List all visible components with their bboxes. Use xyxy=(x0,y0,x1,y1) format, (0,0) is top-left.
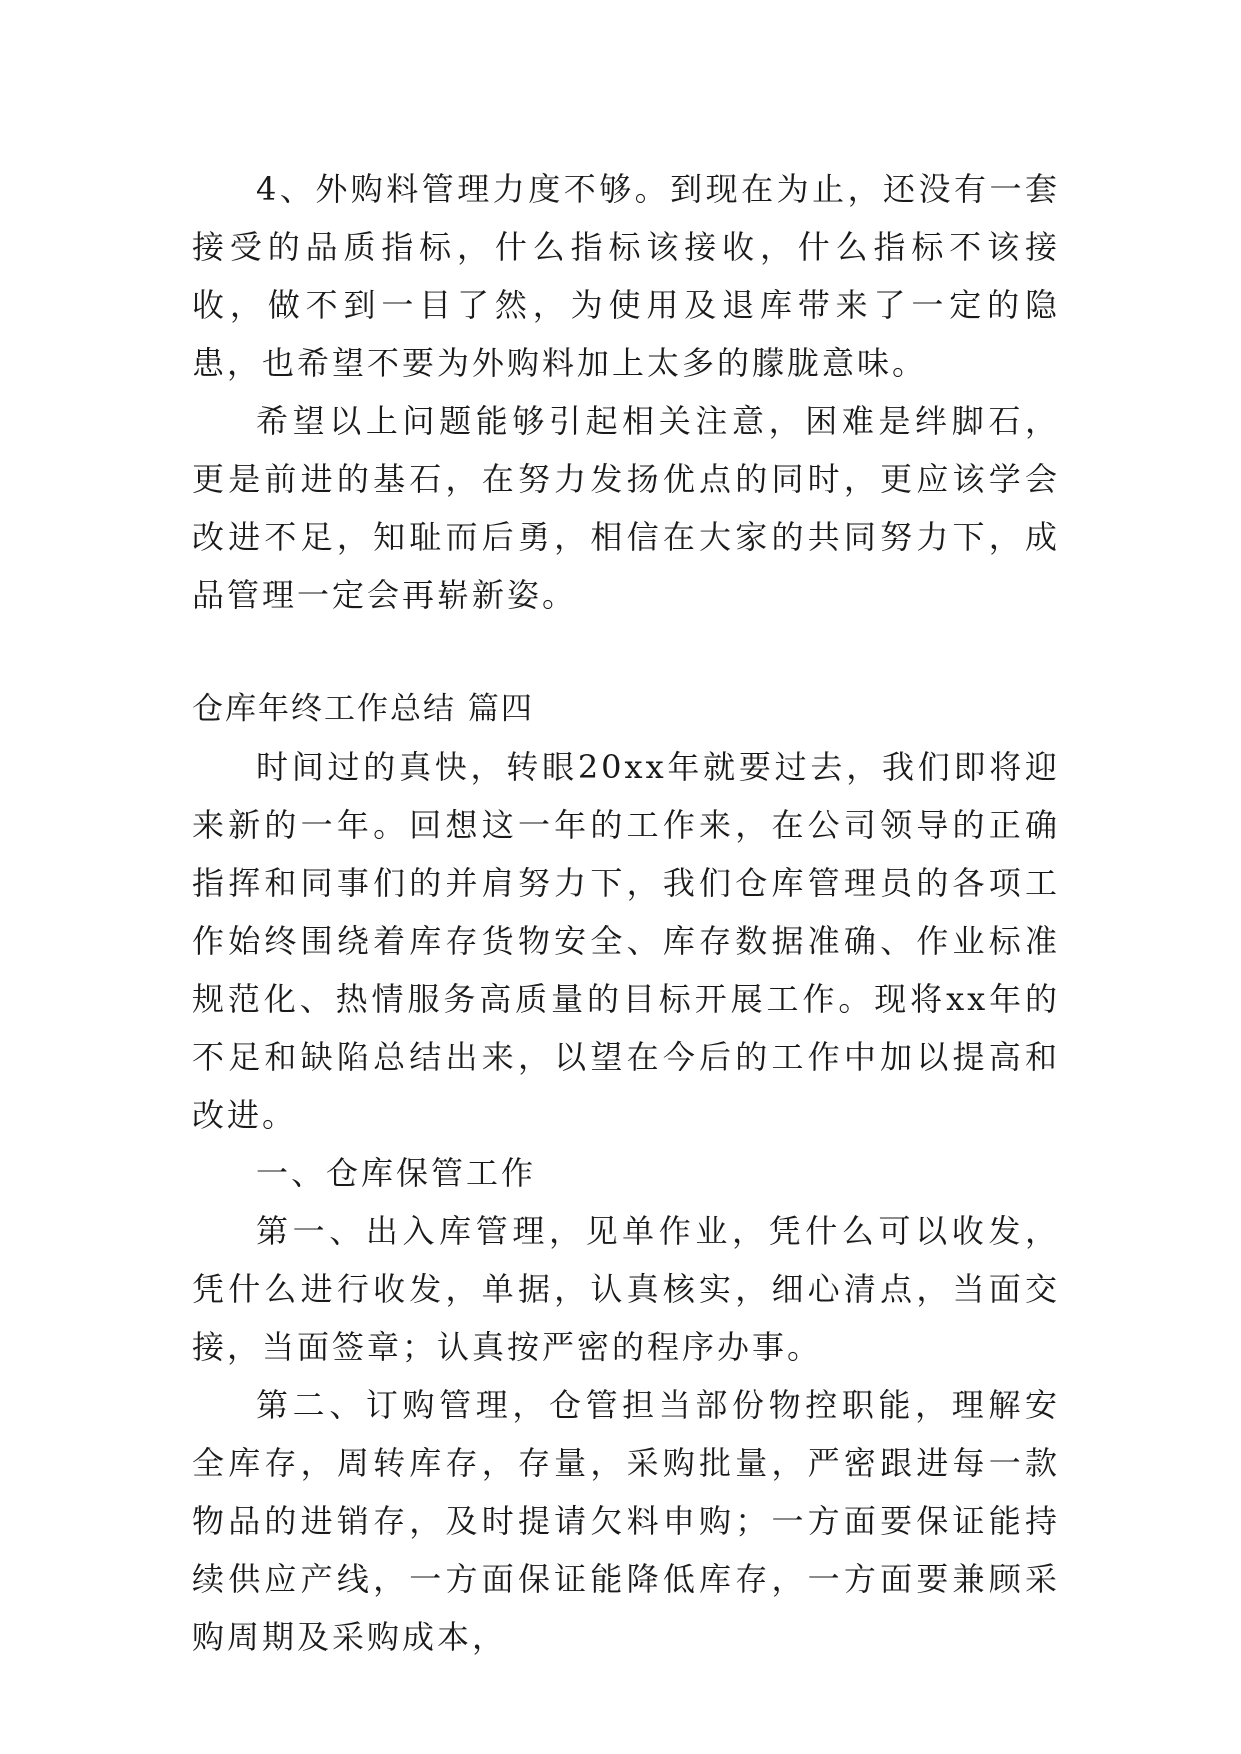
subheading-warehouse-custody: 一、仓库保管工作 xyxy=(256,1154,537,1192)
paragraph-closing-hope: 希望以上问题能够引起相关注意，困难是绊脚石，更是前进的基石，在努力发扬优点的同时，更应该学会改进不足，知耻而后勇，相信在大家的共同努力下，成品管理一定会再崭新姿。 xyxy=(192,402,1060,614)
paragraph-item-first: 第一、出入库管理，见单作业，凭什么可以收发，凭什么进行收发，单据，认真核实，细心清点，当面交接，当面签章；认真按严密的程序办事。 xyxy=(192,1212,1060,1366)
paragraph-outsourced-materials: 4、外购料管理力度不够。到现在为止，还没有一套接受的品质指标，什么指标该接收，什么指标不该接收，做不到一目了然，为使用及退库带来了一定的隐患，也希望不要为外购料加上太多的朦胧意味。 xyxy=(192,170,1060,382)
paragraph-intro: 时间过的真快，转眼20xx年就要过去，我们即将迎来新的一年。回想这一年的工作来，在公司领导的正确指挥和同事们的并肩努力下，我们仓库管理员的各项工作始终围绕着库存货物安全、库存数据准确、作业标准规范化、热情服务高质量的目标开展工作。现将xx年的不足和缺陷总结出来，以望在今后的工作中加以提高和改进。 xyxy=(192,748,1060,1134)
paragraph-item-second: 第二、订购管理，仓管担当部份物控职能，理解安全库存，周转库存，存量，采购批量，严密跟进每一款物品的进销存，及时提请欠料申购；一方面要保证能持续供应产线，一方面保证能降低库存，一方面要兼顾采购周期及采购成本， xyxy=(192,1386,1060,1656)
section-title: 仓库年终工作总结 篇四 xyxy=(192,691,534,727)
document-body xyxy=(192,160,1060,1666)
